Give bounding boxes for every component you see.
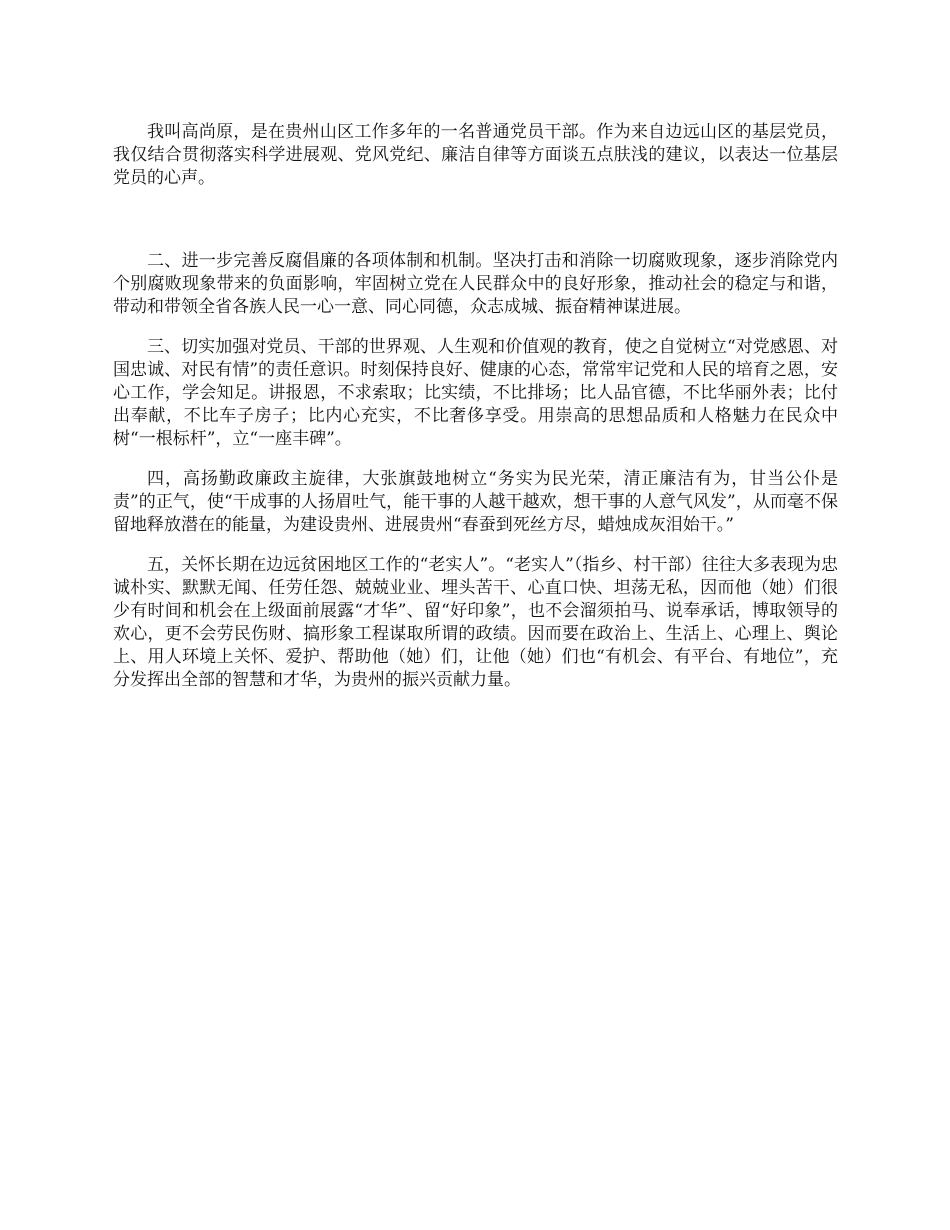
paragraph-point-four: 四，高扬勤政廉政主旋律，大张旗鼓地树立“务实为民光荣，清正廉洁有为，甘当公仆是责”的正气，使“干成事的人扬眉吐气，能干事的人越干越欢，想干事的人意气风发”，从而毫不保留地释放潜在的能量，为建设贵州、进展贵州“春蚕到死丝方尽，蜡烛成灰泪始干。” (113, 469, 838, 535)
paragraph-point-two: 二、进一步完善反腐倡廉的各项体制和机制。坚决打击和消除一切腐败现象，逐步消除党内个别腐败现象带来的负面影响，牢固树立党在人民群众中的良好形象，推动社会的稳定与和谐，带动和带领全省各族人民一心一意、同心同德，众志成城、振奋精神谋进展。 (113, 251, 838, 317)
document-body (113, 121, 838, 692)
paragraph-point-five: 五，关怀长期在边远贫困地区工作的“老实人”。“老实人”（指乡、村干部）往往大多表现为忠诚朴实、默默无闻、任劳任怨、兢兢业业、埋头苦干、心直口快、坦荡无私，因而他（她）们很少有时间和机会在上级面前展露“才华”、留“好印象”，也不会溜须拍马、说奉承话，博取领导的欢心，更不会劳民伤财、搞形象工程谋取所谓的政绩。因而要在政治上、生活上、心理上、舆论上、用人环境上关怀、爱护、帮助他（她）们，让他（她）们也“有机会、有平台、有地位”，充分发挥出全部的智慧和才华，为贵州的振兴贡献力量。 (113, 555, 838, 690)
paragraph-intro: 我叫高尚原，是在贵州山区工作多年的一名普通党员干部。作为来自边远山区的基层党员，我仅结合贯彻落实科学进展观、党风党纪、廉洁自律等方面谈五点肤浅的建议，以表达一位基层党员的心声。 (113, 122, 838, 188)
paragraph-point-three: 三、切实加强对党员、干部的世界观、人生观和价值观的教育，使之自觉树立“对党感恩、对国忠诚、对民有情”的责任意识。时刻保持良好、健康的心态，常常牢记党和人民的培育之恩，安心工作，学会知足。讲报恩，不求索取；比实绩，不比排场；比人品官德，不比华丽外表；比付出奉献，不比车子房子；比内心充实，不比奢侈享受。用崇高的思想品质和人格魅力在民众中树“一根标杆”，立“一座丰碑”。 (113, 337, 838, 449)
